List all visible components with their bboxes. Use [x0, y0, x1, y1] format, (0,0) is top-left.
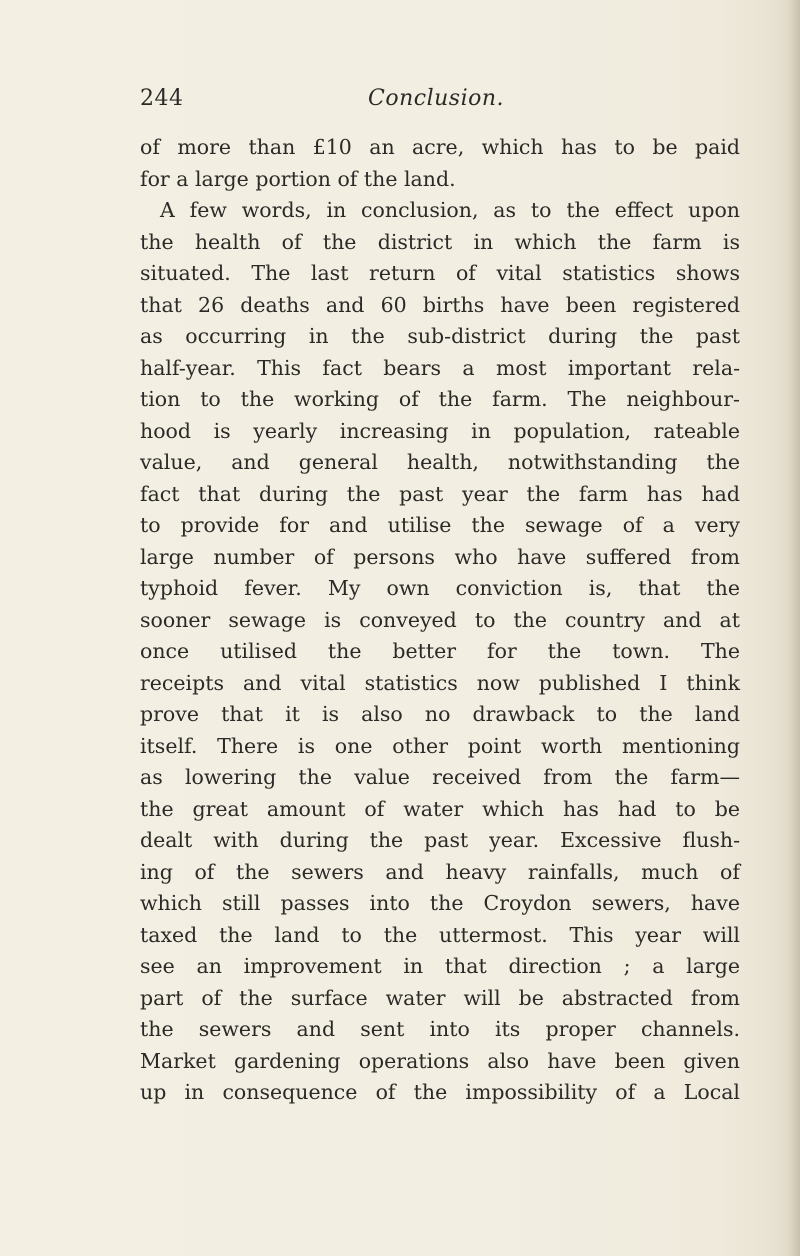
text-line: for a large portion of the land. — [140, 166, 456, 191]
text-line: tion to the working of the farm. The neighbour- — [140, 387, 740, 411]
text-line: part of the surface water will be abstracted from — [140, 985, 740, 1010]
text-line: half-year. This fact bears a most important rela- — [140, 355, 740, 380]
text-line: up in consequence of the impossibility of a Local — [140, 1080, 740, 1104]
text-line: of more than £10 an acre, which has to be paid — [140, 135, 740, 159]
text-line: as lowering the value received from the farm— — [140, 765, 740, 789]
text-line: ing of the sewers and heavy rainfalls, much of — [140, 859, 740, 884]
text-line: typhoid fever. My own conviction is, that the — [140, 576, 740, 600]
text-line: A few words, in conclusion, as to the effect upon — [160, 198, 740, 222]
text-line: sooner sewage is conveyed to the country and at — [140, 607, 740, 632]
text-line: the sewers and sent into its proper channels. — [140, 1017, 740, 1041]
text-line: see an improvement in that direction ; a large — [140, 954, 740, 978]
text-line: the great amount of water which has had to be — [140, 796, 740, 821]
text-line: taxed the land to the uttermost. This year will — [140, 922, 740, 947]
text-line: receipts and vital statistics now published I think — [140, 670, 740, 695]
text-line: value, and general health, notwithstanding the — [140, 450, 740, 474]
text-line: Market gardening operations also have been given — [140, 1048, 740, 1073]
text-line: the health of the district in which the farm is — [140, 229, 740, 254]
text-line: dealt with during the past year. Excessive flush- — [140, 828, 740, 852]
page-number: 244 — [140, 86, 184, 111]
text-line: which still passes into the Croydon sewers, have — [140, 891, 740, 915]
text-line: prove that it is also no drawback to the land — [140, 702, 740, 726]
text-line: large number of persons who have suffered from — [140, 544, 740, 569]
text-line: hood is yearly increasing in population, rateable — [140, 418, 740, 443]
text-line: once utilised the better for the town. The — [140, 639, 740, 663]
running-head: Conclusion. — [368, 86, 505, 111]
page-edge-shadow — [788, 0, 800, 1256]
text-line: as occurring in the sub-district during the past — [140, 324, 740, 348]
page-header — [0, 86, 800, 126]
text-line: itself. There is one other point worth mentioning — [140, 733, 740, 758]
text-line: to provide for and utilise the sewage of a very — [140, 513, 740, 537]
body-text — [140, 132, 740, 1109]
text-line: fact that during the past year the farm has had — [140, 481, 740, 506]
text-line: situated. The last return of vital statistics shows — [140, 261, 740, 285]
text-line: that 26 deaths and 60 births have been registered — [140, 292, 740, 317]
